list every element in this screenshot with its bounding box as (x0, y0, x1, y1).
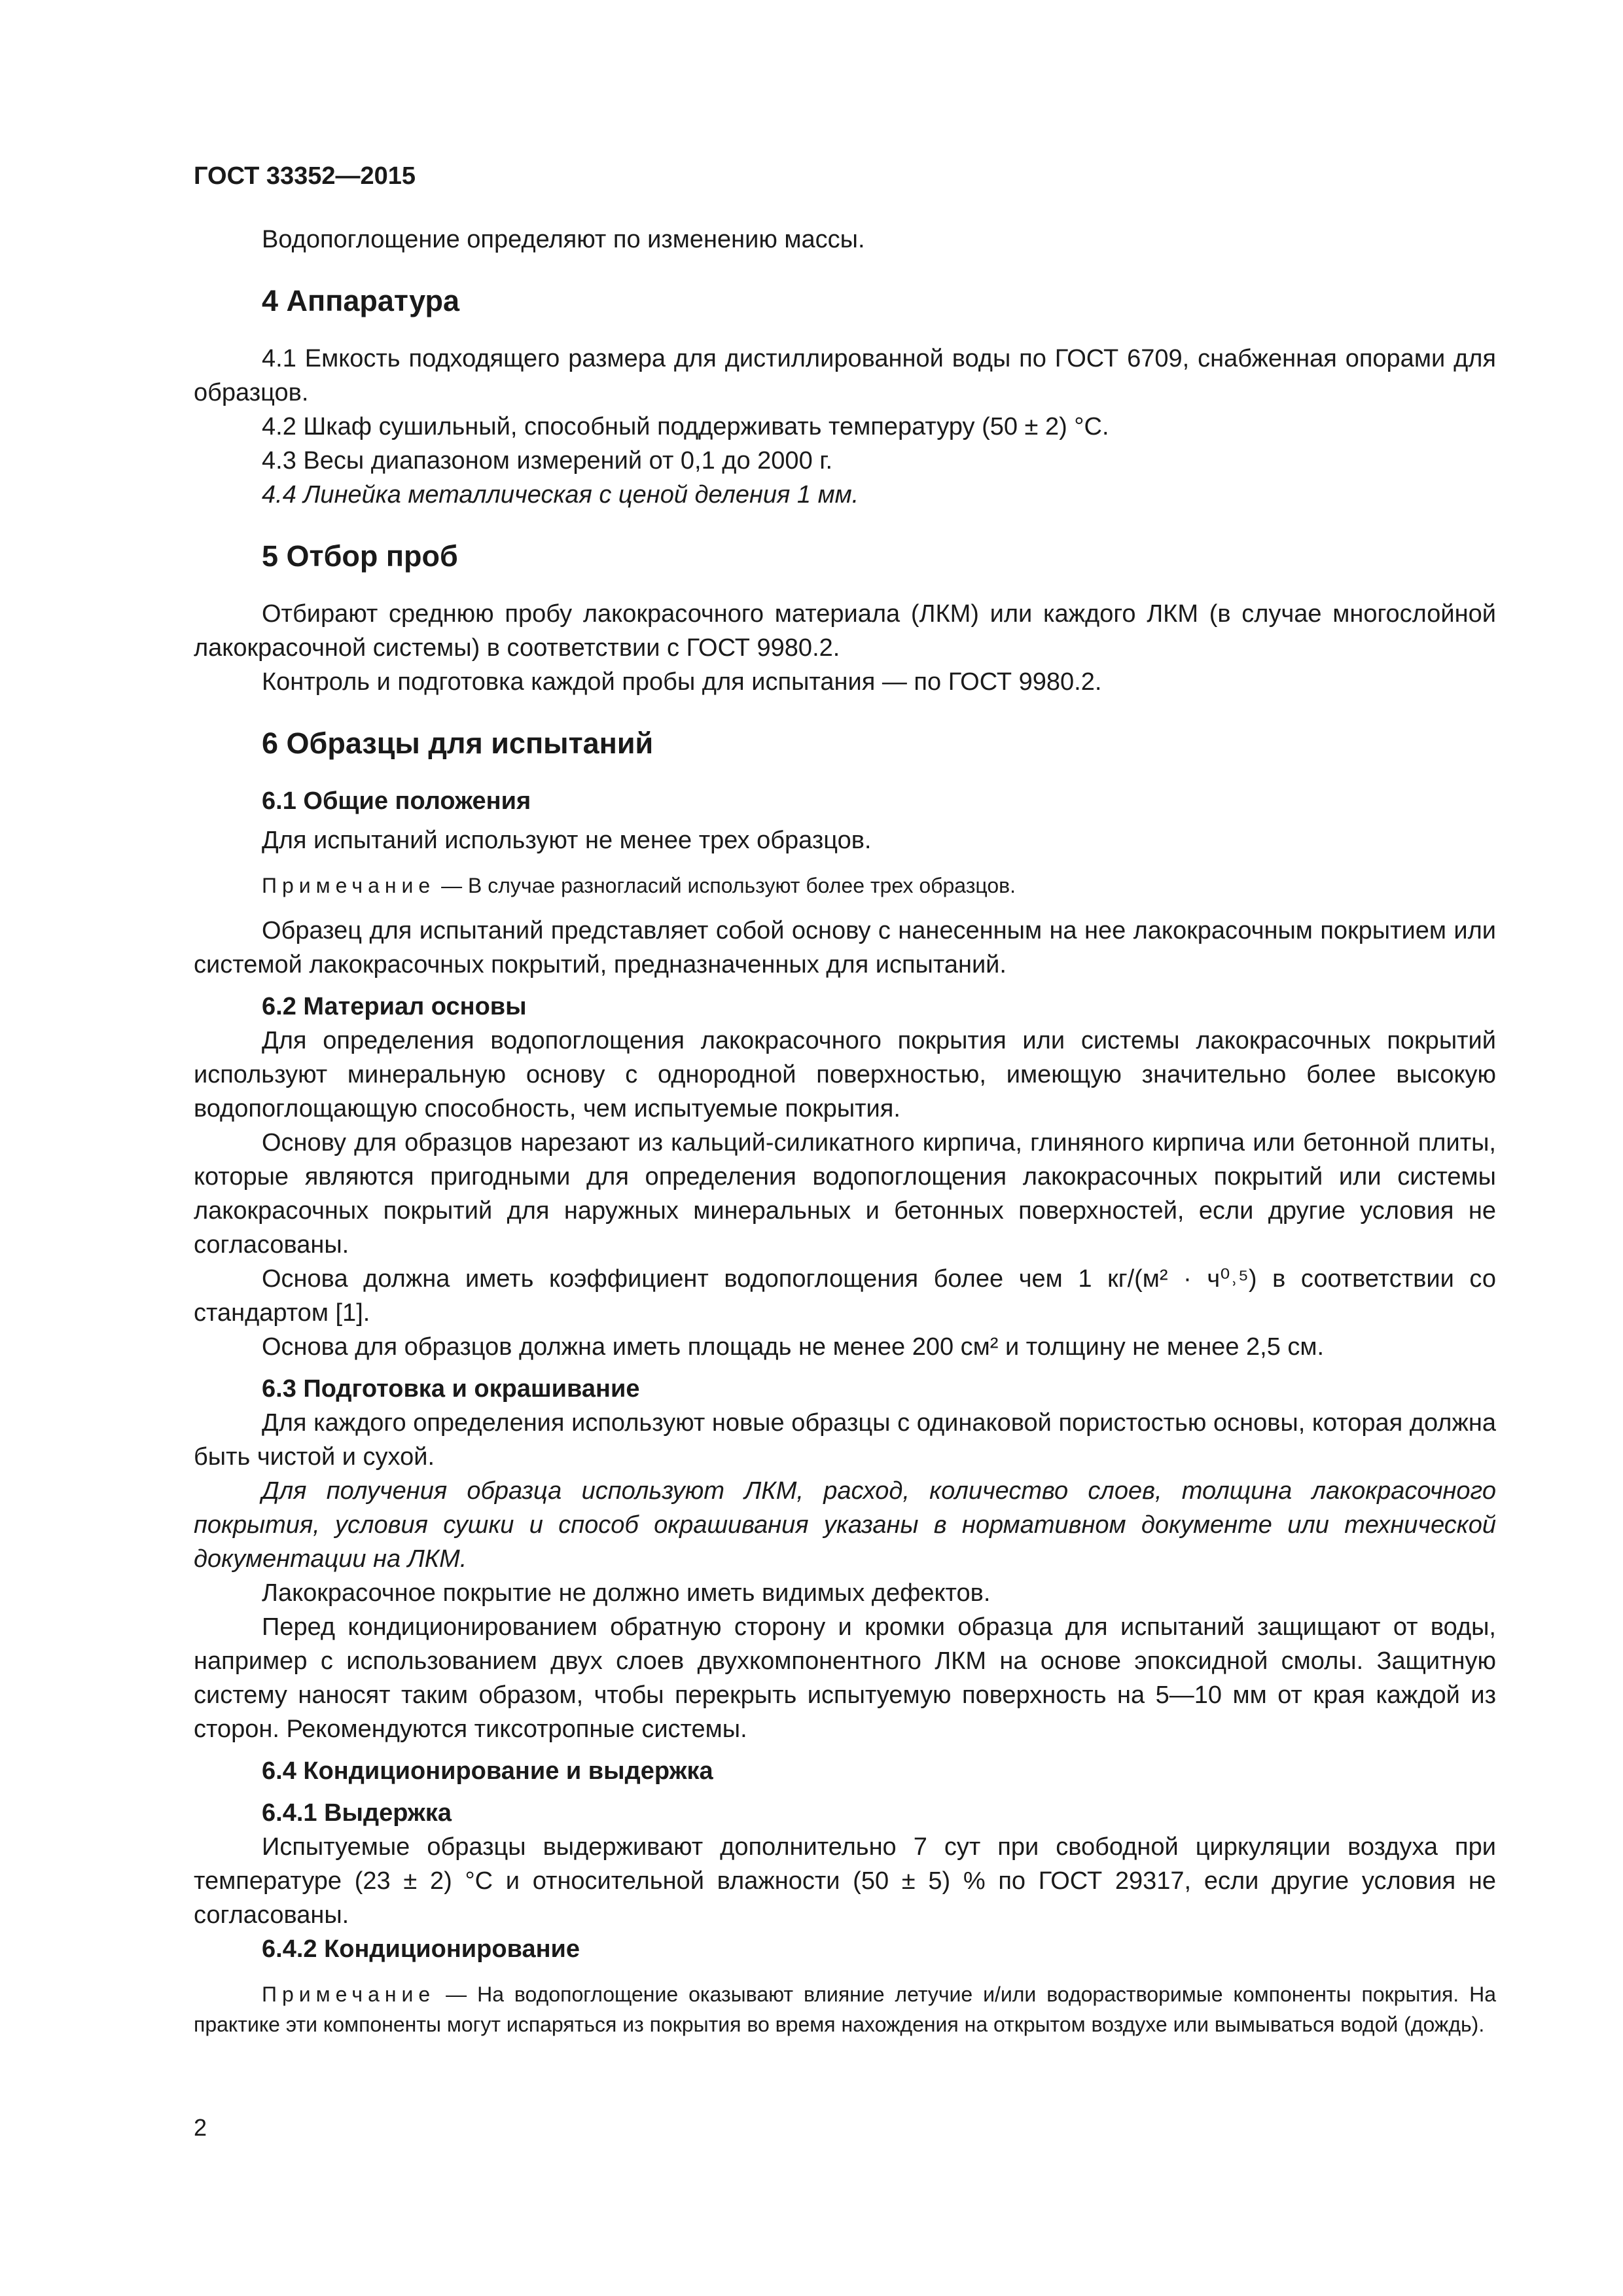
note-text: — В случае разногласий используют более трех образцов. (441, 874, 1016, 897)
note-label: Примечание (262, 1982, 436, 2006)
item-4-2: 4.2 Шкаф сушильный, способный поддерживать температуру (50 ± 2) °C. (262, 413, 1109, 440)
subsection-6-3-paragraph-1: Для каждого определения используют новые образцы с одинаковой пористостью основы, которая должна быть чистой и сухой. (194, 1409, 1496, 1471)
subsection-6-2-paragraph-4: Основа для образцов должна иметь площадь не менее 200 см² и толщину не менее 2,5 см. (262, 1333, 1325, 1361)
subsection-6-4-1-heading: 6.4.1 Выдержка (262, 1799, 452, 1827)
section-5-paragraph-2: Контроль и подготовка каждой пробы для испытания — по ГОСТ 9980.2. (262, 668, 1102, 696)
subsection-6-4-1-paragraph: Испытуемые образцы выдерживают дополнительно 7 сут при свободной циркуляции воздуха при температуре (23 ± 2) °C и относительной влажности (50 ± 5) % по ГОСТ 29317, если другие условия не согласованы. (194, 1833, 1496, 1929)
subsection-6-2-paragraph-3: Основа должна иметь коэффициент водопоглощения более чем 1 кг/(м² · ч⁰˒⁵) в соответствии со стандартом [1]. (194, 1265, 1496, 1327)
item-4-3: 4.3 Весы диапазоном измерений от 0,1 до 2000 г. (262, 447, 833, 475)
document-code-header: ГОСТ 33352—2015 (194, 162, 416, 190)
note-6-4-2 (194, 1979, 1496, 2039)
item-4-4: 4.4 Линейка металлическая с ценой деления 1 мм. (262, 481, 859, 509)
subsection-6-3-paragraph-2: Для получения образца используют ЛКМ, расход, количество слоев, толщина лакокрасочного покрытия, условия сушки и способ окрашивания указаны в нормативном документе или технической документации на ЛКМ. (194, 1477, 1496, 1573)
subsection-6-1-paragraph-1: Для испытаний используют не менее трех образцов. (262, 827, 872, 854)
subsection-6-3-paragraph-4: Перед кондиционированием обратную сторону и кромки образца для испытаний защищают от воды, например с использованием двух слоев двухкомпонентного ЛКМ на основе эпоксидной смолы. Защитную систему наносят таким образом, чтобы перекрыть испытуемую поверхность на 5—10 мм от края каждой из сторон. Рекомендуются тиксотропные системы. (194, 1613, 1496, 1743)
subsection-6-2-paragraph-1: Для определения водопоглощения лакокрасочного покрытия или системы лакокрасочных покрытий используют минеральную основу с однородной поверхностью, имеющую значительно более высокую водопоглощающую способность, чем испытуемые покрытия. (194, 1027, 1496, 1122)
note-label: Примечание (262, 874, 436, 897)
subsection-6-2-heading: 6.2 Материал основы (262, 993, 527, 1020)
subsection-6-3-paragraph-3: Лакокрасочное покрытие не должно иметь видимых дефектов. (262, 1579, 991, 1607)
subsection-6-1-heading: 6.1 Общие положения (262, 787, 531, 815)
subsection-6-4-heading: 6.4 Кондиционирование и выдержка (262, 1757, 713, 1785)
subsection-6-2-paragraph-2: Основу для образцов нарезают из кальций-силикатного кирпича, глиняного кирпича или бетонной плиты, которые являются пригодными для определения водопоглощения лакокрасочных покрытий или системы лакокрасочных покрытий для наружных минеральных и бетонных поверхностей, если другие условия не согласованы. (194, 1129, 1496, 1259)
note-6-1 (194, 870, 1496, 901)
document-body (194, 223, 1496, 2053)
intro-paragraph: Водопоглощение определяют по изменению массы. (262, 226, 865, 253)
subsection-6-3-heading: 6.3 Подготовка и окрашивание (262, 1375, 640, 1403)
section-5-heading: 5 Отбор проб (262, 539, 458, 573)
note-text: — На водопоглощение оказывают влияние летучие и/или водорастворимые компоненты покрытия. На практике эти компоненты могут испаряться из покрытия во время нахождения на открытом воздухе или вымываться водой (дождь). (194, 1982, 1497, 2036)
subsection-6-4-2-heading: 6.4.2 Кондиционирование (262, 1935, 580, 1963)
section-6-heading: 6 Образцы для испытаний (262, 726, 654, 760)
section-5-paragraph-1: Отбирают среднюю пробу лакокрасочного материала (ЛКМ) или каждого ЛКМ (в случае многослойной лакокрасочной системы) в соответствии с ГОСТ 9980.2. (194, 600, 1496, 662)
section-4-heading: 4 Аппаратура (262, 284, 460, 317)
item-4-1: 4.1 Емкость подходящего размера для дистиллированной воды по ГОСТ 6709, снабженная опорами для образцов. (194, 345, 1496, 406)
page-number: 2 (194, 2114, 207, 2141)
subsection-6-1-paragraph-2: Образец для испытаний представляет собой основу с нанесенным на нее лакокрасочным покрытием или системой лакокрасочных покрытий, предназначенных для испытаний. (194, 917, 1496, 978)
